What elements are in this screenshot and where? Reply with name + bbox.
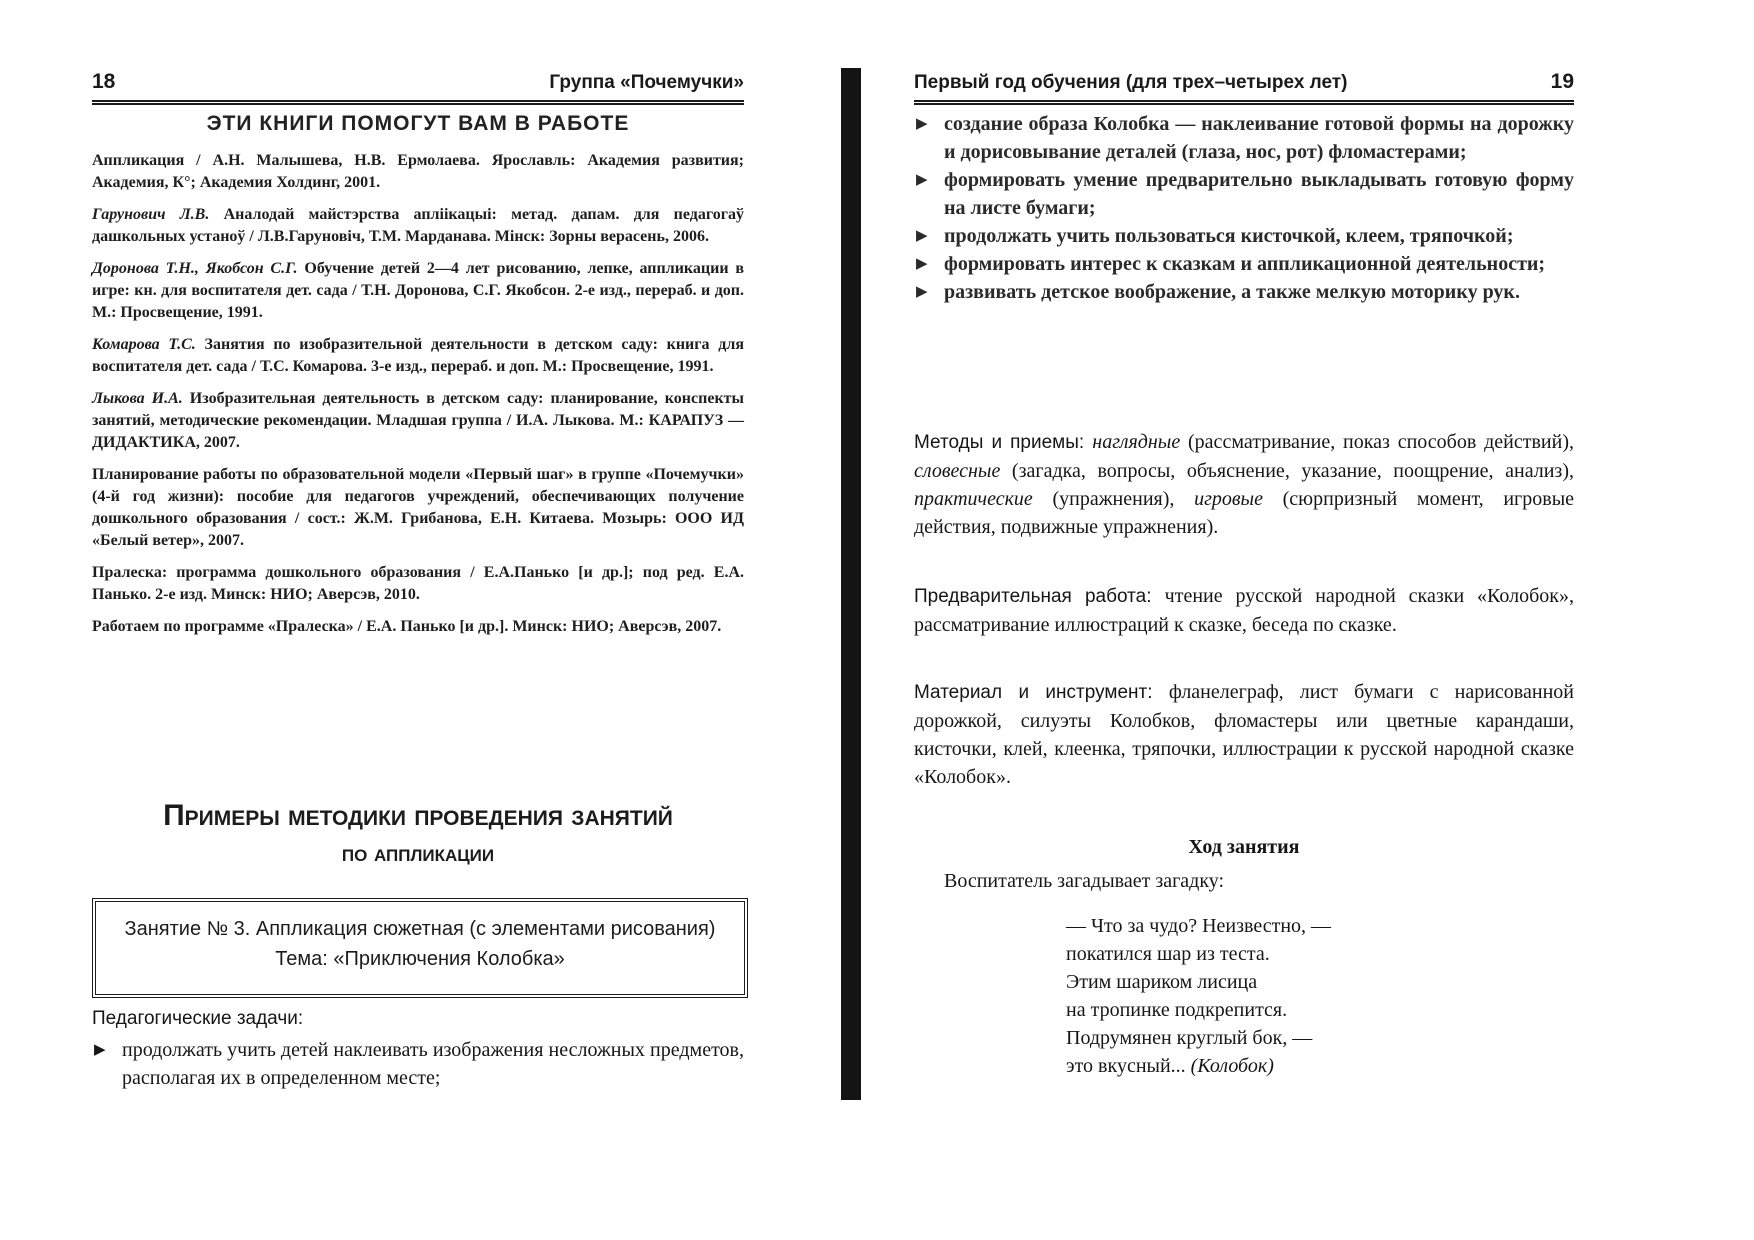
triangle-bullet-icon: ▶ bbox=[916, 116, 928, 132]
tasks-list bbox=[914, 110, 1574, 306]
examples-title-line2: по аппликации bbox=[341, 840, 495, 867]
lesson-theme: Тема: «Приключения Колобка» bbox=[275, 948, 565, 970]
examples-title-line1: Примеры методики проведения занятий bbox=[163, 799, 673, 832]
riddle-poem bbox=[1066, 912, 1331, 1080]
list-item: ▶ развивать детское воображение, а также мелкую моторику рук. bbox=[914, 278, 1574, 306]
course-title: Ход занятия bbox=[1188, 836, 1300, 858]
list-item: ▶ создание образа Колобка — наклеивание готовой формы на дорожку и дорисовывание деталей (глаза, нос, рот) фломастерами; bbox=[914, 110, 1574, 166]
list-item: ▶ продолжать учить детей наклеивать изображения несложных предметов, располагая их в определенном месте; bbox=[92, 1036, 744, 1092]
right-running-head bbox=[914, 68, 1574, 105]
reference-item: Комарова Т.С. Занятия по изобразительной деятельности в детском саду: книга для воспитателя дет. сада / Т.С. Комарова. 3-е изд., перераб. и доп. М.: Просвещение, 1991. bbox=[92, 336, 745, 375]
poem-answer: (Колобок) bbox=[1190, 1055, 1274, 1077]
lesson-title: Занятие № 3. Аппликация сюжетная (с элементами рисования) bbox=[124, 918, 716, 940]
material-paragraph: Материал и инструмент: фланелеграф, лист бумаги с нарисованной дорожкой, силуэты Колобков, фломастеры или цветные карандаши, кисточки, клей, клеенка, тряпочки, иллюстрации к русской народной сказке «Колобок». bbox=[914, 681, 1574, 788]
poem-line: на тропинке подкрепится. bbox=[1066, 999, 1288, 1021]
riddle-intro: Воспитатель загадывает загадку: bbox=[944, 870, 1225, 892]
triangle-bullet-icon: ▶ bbox=[916, 228, 928, 244]
reference-item: Аппликация / А.Н. Малышева, Н.В. Ермолаева. Ярославль: Академия развития; Академия, К°; Академия Холдинг, 2001. bbox=[92, 152, 744, 191]
triangle-bullet-icon: ▶ bbox=[916, 256, 928, 272]
poem-line: — Что за чудо? Неизвестно, — bbox=[1066, 915, 1332, 937]
reference-item: Пралеска: программа дошкольного образования / Е.А.Панько [и др.]; под ред. Е.А. Панько. 2-е изд. Минск: НИО; Аверсэв, 2010. bbox=[92, 564, 744, 603]
methods-paragraph: Методы и приемы: наглядные (рассматривание, показ способов действий), словесные (загадка, вопросы, объяснение, указание, поощрение, анализ), практические (упражнения), игровые (сюрпризный момент, игровые действия, подвижные упражнения). bbox=[914, 431, 1575, 538]
triangle-bullet-icon: ▶ bbox=[94, 1042, 106, 1058]
list-item: ▶ продолжать учить пользоваться кисточкой, клеем, тряпочкой; bbox=[914, 222, 1574, 250]
section-title: ЭТИ КНИГИ ПОМОГУТ ВАМ В РАБОТЕ bbox=[206, 112, 630, 135]
prelim-paragraph: Предварительная работа: чтение русской народной сказки «Колобок», рассматривание иллюстраций к сказке, беседа по сказке. bbox=[914, 585, 1574, 636]
triangle-bullet-icon: ▶ bbox=[916, 284, 928, 300]
right-page-number: 19 bbox=[1550, 70, 1574, 93]
poem-line: Этим шариком лисица bbox=[1066, 971, 1258, 993]
poem-line: покатился шар из теста. bbox=[1066, 943, 1270, 965]
reference-item: Планирование работы по образовательной модели «Первый шаг» в группе «Почемучки» (4-й год жизни): пособие для педагогов учреждений, обеспечивающих получение дошкольного образования / сост.: Ж.М. Грибанова, Е.Н. Китаева. Мозырь: ООО ИД «Белый ветер», 2007. bbox=[92, 466, 744, 549]
reference-item: Доронова Т.Н., Якобсон С.Г. Обучение детей 2—4 лет рисованию, лепке, аппликации в игре: кн. для воспитателя дет. сада / Т.Н. Доронова, С.Г. Якобсон. 2-е изд., перераб. и доп. М.: Просвещение, 1991. bbox=[92, 260, 745, 321]
reference-item: Гарунович Л.В. Аналодай майстэрства апліікацыі: метад. дапам. для педагогаў дашкольных устаноў / Л.В.Гаруновіч, Т.М. Марданава. Мінск: Зорны верасень, 2006. bbox=[92, 206, 744, 245]
references-list bbox=[92, 150, 744, 648]
poem-line: Подрумянен круглый бок, — bbox=[1066, 1027, 1313, 1049]
examples-title bbox=[92, 796, 744, 872]
left-running-head-text: Группа «Почемучки» bbox=[549, 72, 744, 93]
book-spine bbox=[841, 68, 861, 1100]
poem-line: это вкусный... (Колобок) bbox=[1066, 1055, 1274, 1077]
lesson-box bbox=[92, 898, 748, 998]
reference-item: Работаем по программе «Пралеска» / Е.А. Панько [и др.]. Минск: НИО; Аверсэв, 2007. bbox=[92, 618, 722, 635]
left-page-number: 18 bbox=[92, 70, 116, 93]
ped-tasks-label: Педагогические задачи: bbox=[92, 1008, 304, 1029]
reference-item: Лыкова И.А. Изобразительная деятельность в детском саду: планирование, конспекты занятий, методические рекомендации. Младшая группа / И.А. Лыкова. М.: КАРАПУЗ — ДИДАКТИКА, 2007. bbox=[92, 390, 745, 451]
right-page bbox=[876, 0, 1754, 1240]
left-running-head bbox=[92, 68, 744, 105]
triangle-bullet-icon: ▶ bbox=[916, 172, 928, 188]
list-item: ▶ формировать умение предварительно выкладывать готовую форму на листе бумаги; bbox=[914, 166, 1574, 222]
list-item: ▶ формировать интерес к сказкам и аппликационной деятельности; bbox=[914, 250, 1574, 278]
right-running-head-text: Первый год обучения (для трех–четырех лет) bbox=[914, 72, 1348, 93]
left-page bbox=[0, 0, 876, 1240]
ped-tasks-list bbox=[92, 1036, 744, 1092]
